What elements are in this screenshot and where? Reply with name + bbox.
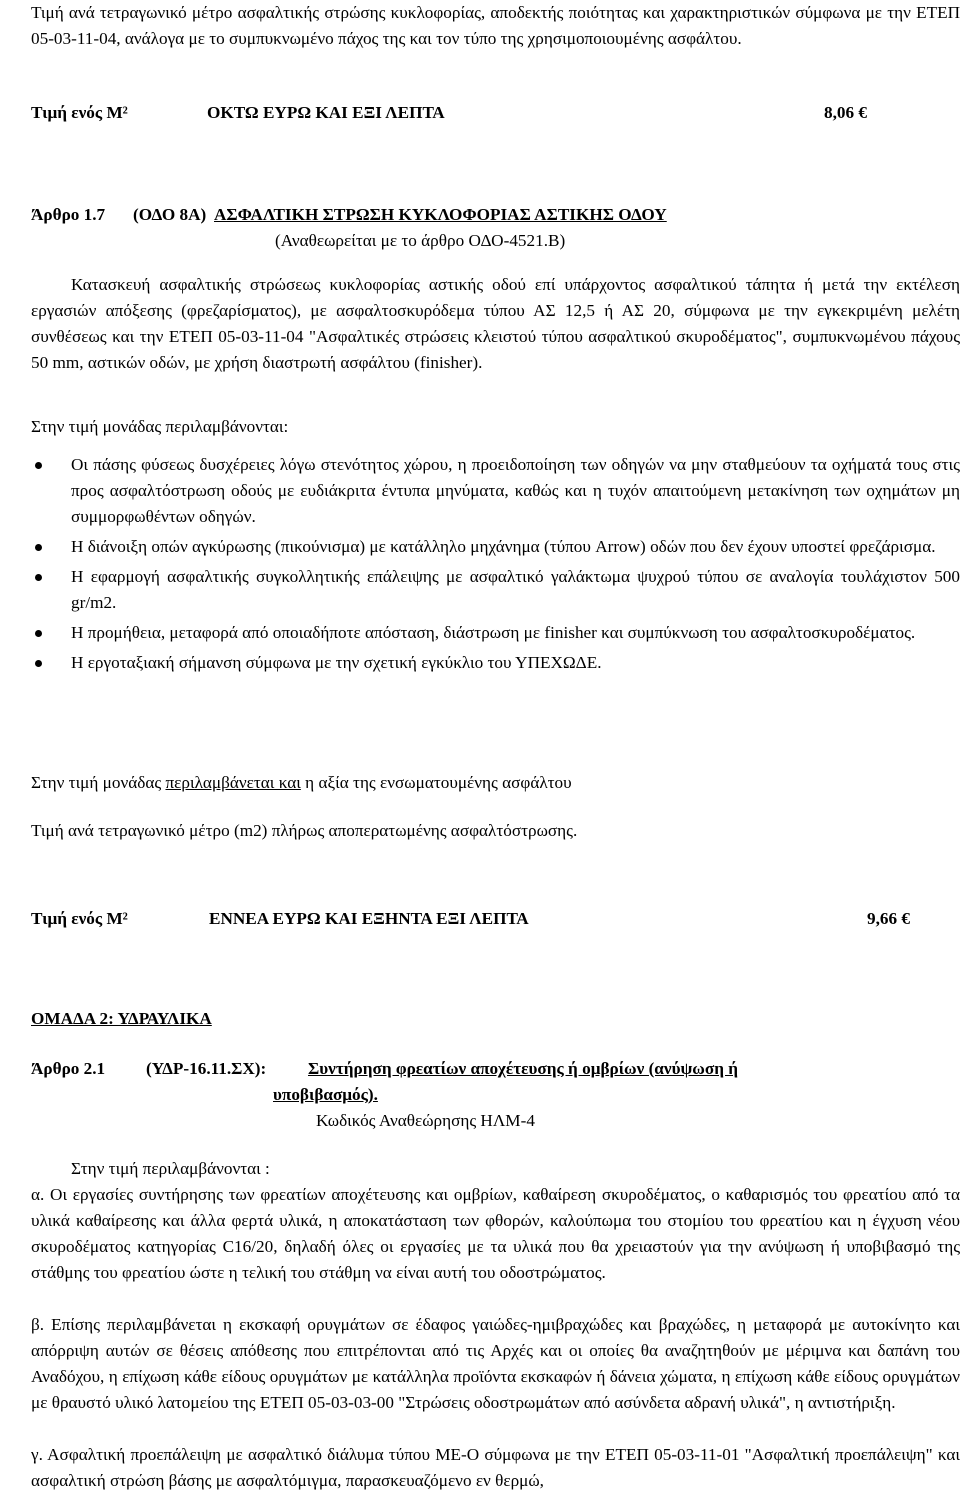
list-item: Η προμήθεια, μεταφορά από οποιαδήποτε απόσταση, διάστρωση με finisher και συμπύκνωση του ασφαλτοσκυροδέματος. — [31, 620, 960, 646]
bullet-icon — [35, 462, 42, 469]
bullet-icon — [35, 544, 42, 551]
unit-note: Τιμή ανά τετραγωνικό μέτρο (m2) πλήρως αποπερατωμένης ασφαλτόστρωσης. — [31, 821, 578, 840]
intro-paragraph: Τιμή ανά τετραγωνικό μέτρο ασφαλτικής στρώσης κυκλοφορίας, αποδεκτής ποιότητας και χαρακτηριστικών σύμφωνα με την ΕΤΕΠ 05-03-11-04, ανάλογα με το συμπυκνωμένο πάχος της και τον τύπο της χρησιμοποιουμένης ασφάλτου. — [31, 3, 960, 48]
included-heading: Στην τιμή περιλαμβάνονται : — [71, 1159, 270, 1178]
list-item: Η εφαρμογή ασφαλτικής συγκολλητικής επάλειψης με ασφαλτικό γαλάκτωμα ψυχρού τύπου σε αναλογία τουλάχιστον 500 gr/m2. — [31, 564, 960, 616]
group-heading: ΟΜΑΔΑ 2: ΥΔΡΑΥΛΙΚΑ — [31, 1009, 212, 1028]
list-item: Η διάνοιξη οπών αγκύρωσης (πικούνισμα) με κατάλληλο μηχάνημα (τύπου Arrow) οδών που δεν έχουν υποστεί φρεζάρισμα. — [31, 534, 960, 560]
article-title: ΑΣΦΑΛΤΙΚΗ ΣΤΡΩΣΗ ΚΥΚΛΟΦΟΡΙΑΣ ΑΣΤΙΚΗΣ ΟΔΟΥ — [214, 205, 667, 224]
price-row-2 — [31, 906, 960, 932]
article-revision: (Αναθεωρείται με το άρθρο ΟΔΟ-4521.Β) — [275, 231, 566, 250]
price-label: Τιμή ενός Μ² — [31, 909, 128, 928]
article-description: Κατασκευή ασφαλτικής στρώσεως κυκλοφορίας αστικής οδού επί υπάρχοντος ασφαλτικού τάπητα ή μετά την εκτέλεση εργασιών απόξεσης (φρεζαρίσματος), με ασφαλτοσκυρόδεμα τύπου ΑΣ 12,5 ή ΑΣ 20, σύμφωνα με την εγκεκριμένη μελέτη συνθέσεως και την ΕΤΕΠ 05-03-11-04 "Ασφαλτικές στρώσεις κλειστού τύπου ασφαλτικού σκυροδέματος", συμπυκνωμένου πάχους 50 mm, αστικών οδών, με χρήση διαστρωτή ασφάλτου (finisher). — [31, 275, 960, 372]
included-list — [31, 452, 960, 680]
article-1-7-heading — [31, 202, 960, 228]
included-heading: Στην τιμή μονάδας περιλαμβάνονται: — [31, 417, 289, 436]
article-code: (ΥΔΡ-16.11.ΣΧ): — [146, 1059, 267, 1078]
bullet-icon — [35, 630, 42, 637]
item-b: β. Επίσης περιλαμβάνεται η εκσκαφή ορυγμάτων σε έδαφος γαιώδες-ημιβραχώδες και βραχώδες, η μεταφορά με αυτοκίνητο και απόρριψη αυτών σε θέσεις απόθεσης που επιτρέπονται από τις Αρχές και οι οποίες θα αναζητηθούν με μέριμνα και δαπάνη του Αναδόχου, η επίχωση κάθε είδους ορυγμάτων με κατάλληλα προϊόντα εκσκαφών ή δάνεια χώματα, η επίχωση κάθε είδους ορυγμάτων με θραυστό υλικό λατομείου της ΕΤΕΠ 05-03-03-00 "Στρώσεις οδοστρωμάτων από ασύνδετα αδρανή υλικά", η αντιστήριξη. — [31, 1315, 960, 1412]
article-code: (ΟΔΟ 8Α) — [133, 205, 207, 224]
article-2-1-heading — [31, 1056, 960, 1082]
revision-code: Κωδικός Αναθεώρησης ΗΛΜ-4 — [316, 1111, 535, 1130]
price-in-words: ΕΝΝΕΑ ΕΥΡΩ ΚΑΙ ΕΞΗΝΤΑ ΕΞΙ ΛΕΠΤΑ — [209, 909, 529, 928]
bullet-icon — [35, 574, 42, 581]
price-label: Τιμή ενός Μ² — [31, 103, 128, 122]
item-a: α. Οι εργασίες συντήρησης των φρεατίων αποχέτευσης και ομβρίων, καθαίρεση σκυροδέματος, ο καθαρισμός του φρεατίου από τα υλικά καθαίρεσης και άλλα φερτά υλικά, η αποκατάσταση των φθορών, καλούπωμα του στομίου του φρεατίου και η έγχυση νέου σκυροδέματος κατηγορίας C16/20, δηλαδή όλες οι εργασίες με τα υλικά που θα χρειαστούν για την ανύψωση ή υποβιβασμό της στάθμης του φρεατίου ώστε η τελική του στάθμη να είναι αυτή του οδοστρώματος. — [31, 1185, 960, 1282]
article-number: Άρθρο 2.1 — [31, 1059, 106, 1078]
price-amount: 8,06 € — [824, 103, 867, 122]
price-in-words: ΟΚΤΩ ΕΥΡΩ ΚΑΙ ΕΞΙ ΛΕΠΤΑ — [207, 103, 445, 122]
item-c: γ. Ασφαλτική προεπάλειψη με ασφαλτικό διάλυμα τύπου ΜΕ-Ο σύμφωνα με την ΕΤΕΠ 05-03-11-01 "Ασφαλτική προεπάλειψη" και ασφαλτική στρώση βάσης με ασφαλτόμιγμα, παρασκευαζόμενο εν θερμώ, — [31, 1445, 960, 1490]
article-2-1-heading-cont — [31, 1082, 960, 1108]
article-title-line-2: υποβιβασμός). — [273, 1085, 378, 1104]
bullet-icon — [35, 660, 42, 667]
list-item: Οι πάσης φύσεως δυσχέρειες λόγω στενότητος χώρου, η προειδοποίηση των οδηγών να μην σταθμεύουν τα οχήματά τους στις προς ασφαλτόστρωση οδούς με ευδιάκριτα έντυπα μηνύματα, καθώς και η τυχόν απαιτούμενη μετακίνηση των οχημάτων μη συμμορφωθέντων οδηγών. — [31, 452, 960, 530]
price-amount: 9,66 € — [867, 909, 910, 928]
list-item: Η εργοταξιακή σήμανση σύμφωνα με την σχετική εγκύκλιο του ΥΠΕΧΩΔΕ. — [31, 650, 960, 676]
asphalt-included-note: Στην τιμή μονάδας περιλαμβάνεται και η αξία της ενσωματουμένης ασφάλτου — [31, 773, 572, 792]
article-title-line-1: Συντήρηση φρεατίων αποχέτευσης ή ομβρίων (ανύψωση ή — [308, 1059, 739, 1078]
article-number: Άρθρο 1.7 — [31, 205, 106, 224]
price-row-1 — [31, 100, 960, 126]
